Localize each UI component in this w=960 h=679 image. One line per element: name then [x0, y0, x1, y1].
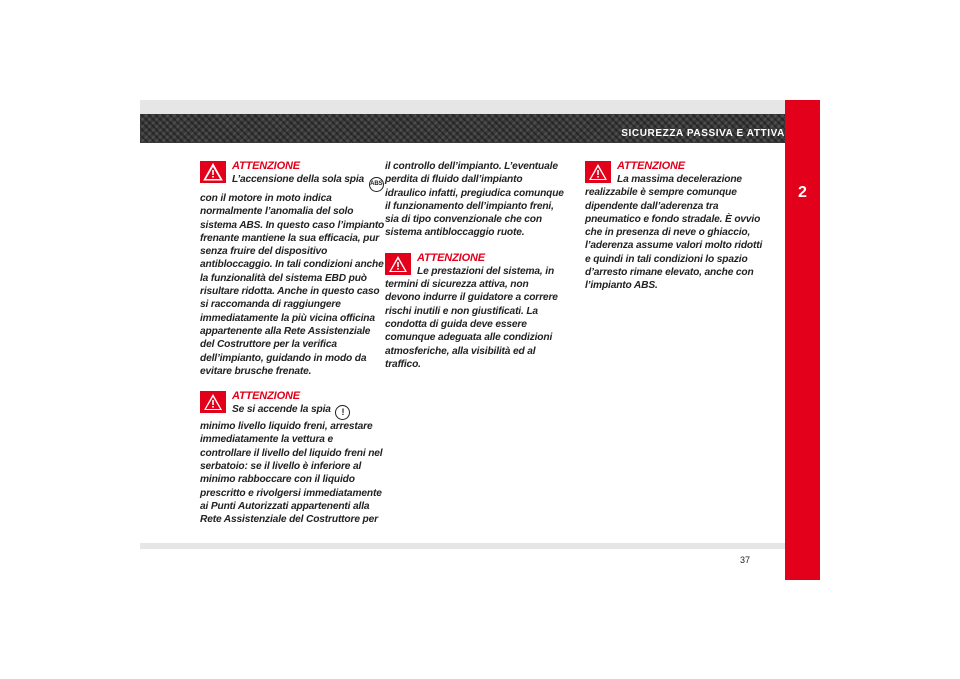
header-top-strip: [140, 100, 785, 114]
warning-triangle-icon: [585, 161, 611, 183]
column-1: [200, 160, 385, 535]
warning-title: ATTENZIONE: [417, 251, 485, 264]
warning-text: [200, 403, 385, 526]
chapter-tab: [785, 100, 820, 580]
warning-text: [200, 173, 385, 378]
chapter-number: 2: [798, 184, 807, 201]
warning-triangle-icon: [200, 391, 226, 413]
continuation-text: il controllo dell’impianto. L’eventuale perdita di fluido dall’impianto idraulico infatti, pregiudica comunque il funzionamento dell’impianto freni, sia di tipo convenzionale che con sistema antibloccaggio ruote.: [385, 161, 564, 239]
warning-title: ATTENZIONE: [232, 390, 300, 403]
warning-block-active-safety: [385, 252, 565, 371]
warning-triangle-icon: [385, 253, 411, 275]
warning-block-abs: [200, 160, 385, 378]
warning-text-rest: con il motore in moto indica normalmente l’anomalia del solo sistema ABS. In questo caso l’impianto frenante mantiene la sua efficacia, pur senza fruire del dispositivo antibloccaggio. In tali condizioni anche la funzionalità del sistema EBD può risultare ridotta. Anche in questo caso si raccomanda di raggiungere immediatamente la più vicina officina appartenente alla Rete Assistenziale del Costruttore per la verifica dell’impianto, guidando in modo da evitare brusche frenate.: [200, 193, 385, 377]
column-2: [385, 160, 565, 379]
warning-text: La massima decelerazione realizzabile è sempre comunque dipendente dall’aderenza tra pneumatico e fondo stradale. È ovvio che in presenza di neve o ghiaccio, l’aderenza assume valori molto ridotti e quindi in tali condizioni lo spazio d’arresto rimane elevato, anche con l’impianto ABS.: [585, 174, 763, 292]
warning-block-brake-fluid: [200, 390, 385, 526]
abs-indicator-icon: ABS: [369, 177, 384, 192]
page-number: 37: [740, 555, 751, 565]
warning-title: ATTENZIONE: [232, 160, 300, 172]
warning-block-deceleration: [585, 160, 765, 293]
column-3: [585, 160, 765, 301]
warning-text-start: Se si accende la spia: [232, 404, 331, 416]
footer-rule: [140, 543, 785, 549]
warning-text-rest: minimo livello liquido freni, arrestare immediatamente la vettura e controllare il livello del liquido freni nel serbatoio: se il livello è inferiore al minimo rabboccare con il liquido prescritto e rivolgersi immediatamente ai Punti Autorizzati appartenenti alla Rete Assistenziale del Costruttore per: [200, 421, 383, 526]
warning-text: Le prestazioni del sistema, in termini di sicurezza attiva, non devono indurre il guidatore a correre rischi inutili e non giustificati. La condotta di guida deve essere comunque adeguata alle condizioni atmosferiche, alla visibilità ed al traffico.: [385, 265, 558, 370]
warning-triangle-icon: [200, 161, 226, 183]
brake-warning-icon: !: [335, 405, 350, 420]
section-title: SICUREZZA PASSIVA E ATTIVA: [621, 128, 785, 139]
warning-text-start: L’accensione della sola spia: [232, 174, 365, 185]
warning-title: ATTENZIONE: [617, 160, 685, 172]
